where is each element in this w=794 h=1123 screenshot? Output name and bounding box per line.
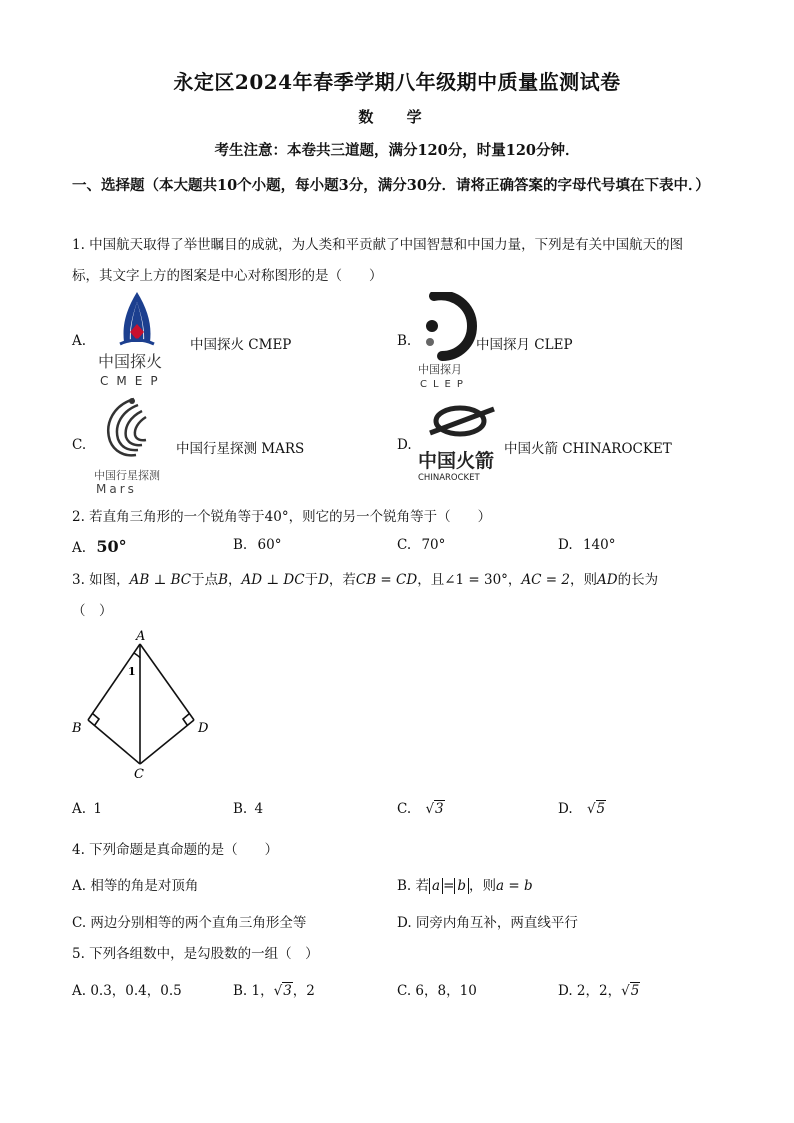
q3-option-b-value: 4	[254, 801, 264, 817]
q3-text-4: ，若	[328, 572, 356, 588]
q3-point-b: B	[218, 572, 229, 588]
q3-angle-label: 1	[128, 665, 136, 678]
q3-option-d-letter: D.	[558, 801, 573, 817]
page-title: 永定区2024年春季学期八年级期中质量监测试卷	[173, 70, 621, 94]
q3-option-c-letter: C.	[397, 801, 412, 817]
q2-option-c-letter: C.	[397, 537, 412, 553]
q3-text-2: ，	[228, 572, 242, 588]
q5-stem: 5. 下列各组数中，是勾股数的一组（ ）	[72, 946, 319, 962]
q3-text-6: ，则	[570, 572, 597, 588]
q3-option-d: D. √5	[558, 801, 606, 817]
q3-label-d: D	[198, 721, 209, 736]
q3-stem-line2: （ ）	[72, 603, 113, 619]
chinarocket-logo-en: CHINAROCKET	[418, 473, 480, 483]
q1-option-c-letter: C.	[72, 437, 87, 453]
mars-logo-en: Mars	[96, 482, 137, 495]
q3-figure	[68, 628, 218, 784]
q5-option-a: A. 0.3，0.4，0.5	[72, 983, 182, 999]
q5-option-b-lead: B. 1，	[233, 983, 274, 999]
q3-expr-ad-perp-dc: AD ⊥ DC	[241, 572, 305, 588]
q4-stem: 4. 下列命题是真命题的是（ ）	[72, 842, 279, 858]
q3-point-d: D	[318, 572, 329, 588]
q2-option-d	[558, 537, 615, 553]
q4-option-c: C. 两边分别相等的两个直角三角形全等	[72, 915, 307, 931]
q4-expr-a-eq-b: a = b	[496, 878, 533, 894]
q2-option-b	[233, 537, 281, 553]
mars-logo-cn: 中国行星探测	[94, 469, 160, 482]
q3-text-1: 于点	[191, 572, 219, 588]
q3-text-5: ，且∠1 = 30°，	[417, 572, 522, 588]
q2-option-a	[72, 537, 127, 556]
q5-option-b-tail: ，2	[292, 983, 315, 999]
q1-stem-line1: 1. 中国航天取得了举世瞩目的成就，为人类和平贡献了中国智慧和中国力量，下列是有关中国航天的图	[72, 237, 684, 253]
q1-option-d-text: 中国火箭 CHINAROCKET	[504, 441, 672, 457]
clep-logo-en: CLEP	[420, 379, 469, 390]
q3-label-b: B	[72, 721, 82, 736]
q3-option-c: C. √3	[397, 801, 444, 817]
q3-option-d-radicand: 5	[596, 801, 606, 817]
q3-option-b-letter: B.	[233, 801, 248, 817]
mars-logo	[92, 395, 174, 495]
q3-text-3: 于	[304, 572, 319, 588]
q2-option-c-value: 70°	[421, 537, 446, 553]
clep-logo	[416, 292, 478, 390]
q5-option-d-lead: D. 2，2，	[558, 983, 622, 999]
q2-option-a-letter: A.	[72, 540, 87, 556]
q5-option-d: D. 2，2，√5	[558, 983, 640, 999]
q3-expr-ab-perp-bc: AB ⊥ BC	[129, 572, 192, 588]
cmep-logo	[96, 290, 188, 390]
q4-option-b	[397, 874, 533, 894]
q3-label-a: A	[136, 629, 146, 644]
q2-option-b-value: 60°	[257, 537, 282, 553]
q3-option-a-value: 1	[93, 801, 102, 817]
q4-option-b-lead: B. 若	[397, 878, 430, 894]
subject-label: 数 学	[358, 108, 436, 126]
q1-option-a-letter: A.	[72, 333, 87, 349]
q1-option-c-text: 中国行星探测 MARS	[176, 441, 305, 457]
q4-option-b-mid: ，则	[469, 878, 497, 894]
q3-expr-ac-eq-2: AC = 2	[521, 572, 570, 588]
cmep-logo-cn: 中国探火	[98, 352, 163, 371]
q3-label-c: C	[134, 767, 144, 782]
q3-stem-lead: 3. 如图，	[72, 572, 130, 588]
clep-logo-cn: 中国探月	[418, 363, 462, 376]
section-heading: 一、选择题（本大题共10个小题，每小题3分，满分30分．请将正确答案的字母代号填在下表中．）	[72, 177, 710, 194]
q2-option-d-letter: D.	[558, 537, 573, 553]
q2-option-b-letter: B.	[233, 537, 248, 553]
q4-abs-a: a	[429, 878, 443, 894]
q5-option-b-radicand: 3	[283, 983, 292, 999]
q4-option-a: A. 相等的角是对顶角	[72, 878, 199, 894]
q2-stem: 2. 若直角三角形的一个锐角等于40°，则它的另一个锐角等于（ ）	[72, 509, 492, 525]
q1-option-d-letter: D.	[397, 437, 412, 453]
cmep-logo-en: CMEP	[100, 374, 166, 388]
q3-option-a-letter: A.	[72, 801, 87, 817]
q5-option-b: B. 1，√3，2	[233, 983, 315, 999]
q3-option-a	[72, 801, 102, 817]
q4-abs-b: b	[454, 878, 469, 894]
q2-option-a-value: 50°	[96, 537, 127, 556]
q4-equals: =	[443, 878, 455, 894]
q2-option-c	[397, 537, 445, 553]
q3-expr-ad: AD	[597, 572, 618, 588]
q1-option-b-letter: B.	[397, 333, 412, 349]
q1-option-b-text: 中国探月 CLEP	[476, 337, 573, 353]
q3-option-b	[233, 801, 263, 817]
q3-expr-cb-eq-cd: CB = CD	[355, 572, 418, 588]
chinarocket-logo	[416, 403, 506, 485]
q3-text-7: 的长为	[617, 572, 659, 588]
q2-option-d-value: 140°	[582, 537, 616, 553]
exam-notice: 考生注意：本卷共三道题，满分120分，时量120分钟．	[214, 142, 580, 159]
q5-option-d-radicand: 5	[630, 983, 640, 999]
q5-option-c: C. 6，8，10	[397, 983, 477, 999]
q3-option-c-radicand: 3	[435, 801, 444, 817]
q1-option-a-text: 中国探火 CMEP	[190, 337, 292, 353]
q4-option-d: D. 同旁内角互补，两直线平行	[397, 915, 578, 931]
q1-stem-line2: 标，其文字上方的图案是中心对称图形的是（ ）	[72, 268, 383, 284]
q3-stem-line1	[72, 568, 658, 588]
chinarocket-logo-cn: 中国火箭	[418, 450, 495, 472]
